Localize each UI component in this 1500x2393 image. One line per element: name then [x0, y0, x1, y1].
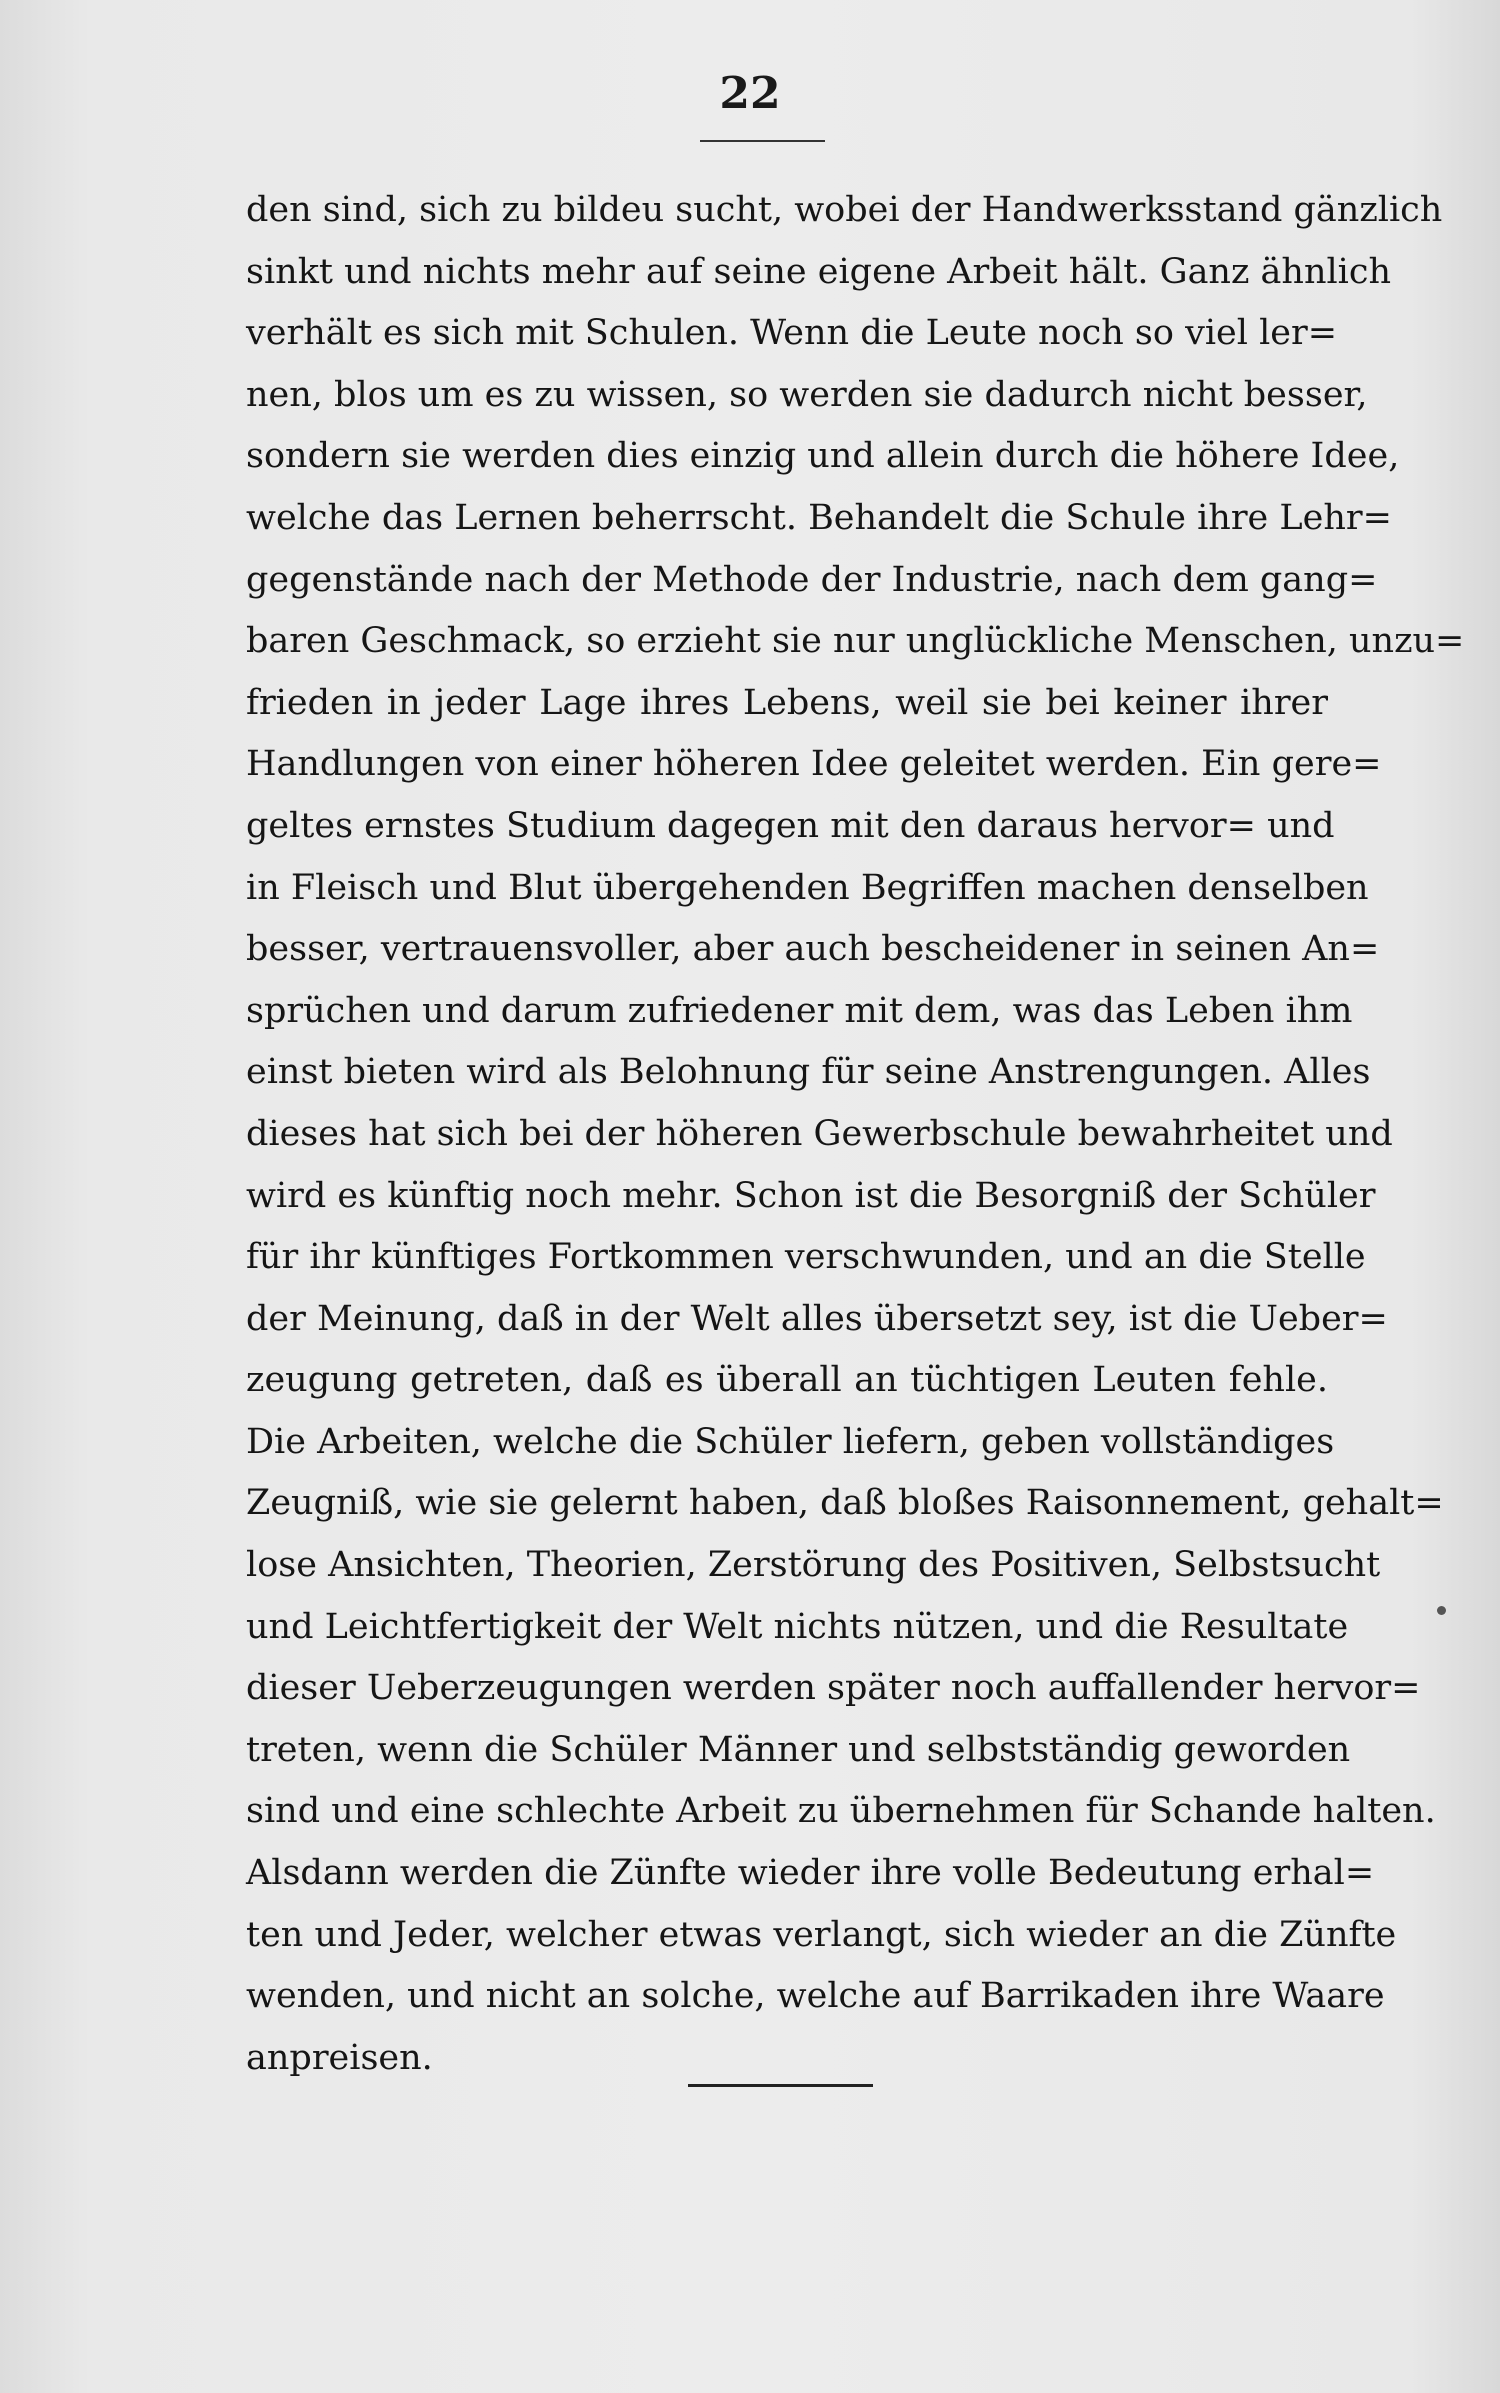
header-rule	[700, 140, 825, 142]
text-line: baren Geschmack, so erzieht sie nur unglückliche Menschen, unzu=	[246, 621, 1465, 662]
text-line: Zeugniß, wie sie gelernt haben, daß bloßes Raisonnement, gehalt=	[246, 1483, 1444, 1524]
text-line: gegenstände nach der Methode der Industrie, nach dem gang=	[246, 559, 1378, 600]
text-line: Alsdann werden die Zünfte wieder ihre volle Bedeutung erhal=	[246, 1853, 1375, 1894]
text-line: dieser Ueberzeugungen werden später noch auffallender hervor=	[246, 1668, 1421, 1709]
text-line: sinkt und nichts mehr auf seine eigene Arbeit hält. Ganz ähnlich	[246, 251, 1392, 292]
text-line: nen, blos um es zu wissen, so werden sie dadurch nicht besser,	[246, 374, 1368, 415]
text-line: wird es künftig noch mehr. Schon ist die Besorgniß der Schüler	[246, 1175, 1376, 1216]
text-line: in Fleisch und Blut übergehenden Begriffen machen denselben	[246, 867, 1369, 908]
ink-speck	[1437, 1606, 1446, 1615]
text-line: Handlungen von einer höheren Idee geleitet werden. Ein gere=	[246, 744, 1382, 785]
text-line: wenden, und nicht an solche, welche auf Barrikaden ihre Waare	[246, 1976, 1385, 2017]
text-line-last: anpreisen.	[246, 2037, 433, 2078]
text-line: ten und Jeder, welcher etwas verlangt, sich wieder an die Zünfte	[246, 1914, 1397, 1955]
page-number: 22	[719, 68, 781, 119]
text-line: und Leichtfertigkeit der Welt nichts nützen, und die Resultate	[246, 1606, 1349, 1647]
text-line: sondern sie werden dies einzig und allein durch die höhere Idee,	[246, 436, 1400, 477]
text-line: zeugung getreten, daß es überall an tüchtigen Leuten fehle.	[246, 1360, 1328, 1401]
text-line: geltes ernstes Studium dagegen mit den daraus hervor= und	[246, 805, 1335, 846]
body-text	[246, 180, 1465, 2089]
text-line: dieses hat sich bei der höheren Gewerbschule bewahrheitet und	[246, 1113, 1393, 1154]
text-line: besser, vertrauensvoller, aber auch bescheidener in seinen An=	[246, 929, 1380, 970]
text-line: lose Ansichten, Theorien, Zerstörung des Positiven, Selbstsucht	[246, 1545, 1381, 1586]
text-line: treten, wenn die Schüler Männer und selbstständig geworden	[246, 1729, 1351, 1770]
text-line: einst bieten wird als Belohnung für seine Anstrengungen. Alles	[246, 1052, 1371, 1093]
text-line: für ihr künftiges Fortkommen verschwunden, und an die Stelle	[246, 1237, 1366, 1278]
text-line: den sind, sich zu bildeu sucht, wobei der Handwerksstand gänzlich	[246, 190, 1443, 230]
text-line: der Meinung, daß in der Welt alles übersetzt sey, ist die Ueber=	[246, 1298, 1388, 1339]
text-line: frieden in jeder Lage ihres Lebens, weil sie bei keiner ihrer	[246, 682, 1328, 723]
footer-rule	[688, 2084, 873, 2087]
text-line: sprüchen und darum zufriedener mit dem, was das Leben ihm	[246, 990, 1353, 1031]
text-line: sind und eine schlechte Arbeit zu übernehmen für Schande halten.	[246, 1791, 1436, 1832]
text-line: welche das Lernen beherrscht. Behandelt die Schule ihre Lehr=	[246, 497, 1392, 538]
text-line: verhält es sich mit Schulen. Wenn die Leute noch so viel ler=	[246, 313, 1338, 354]
text-line: Die Arbeiten, welche die Schüler liefern, geben vollständiges	[246, 1421, 1335, 1462]
